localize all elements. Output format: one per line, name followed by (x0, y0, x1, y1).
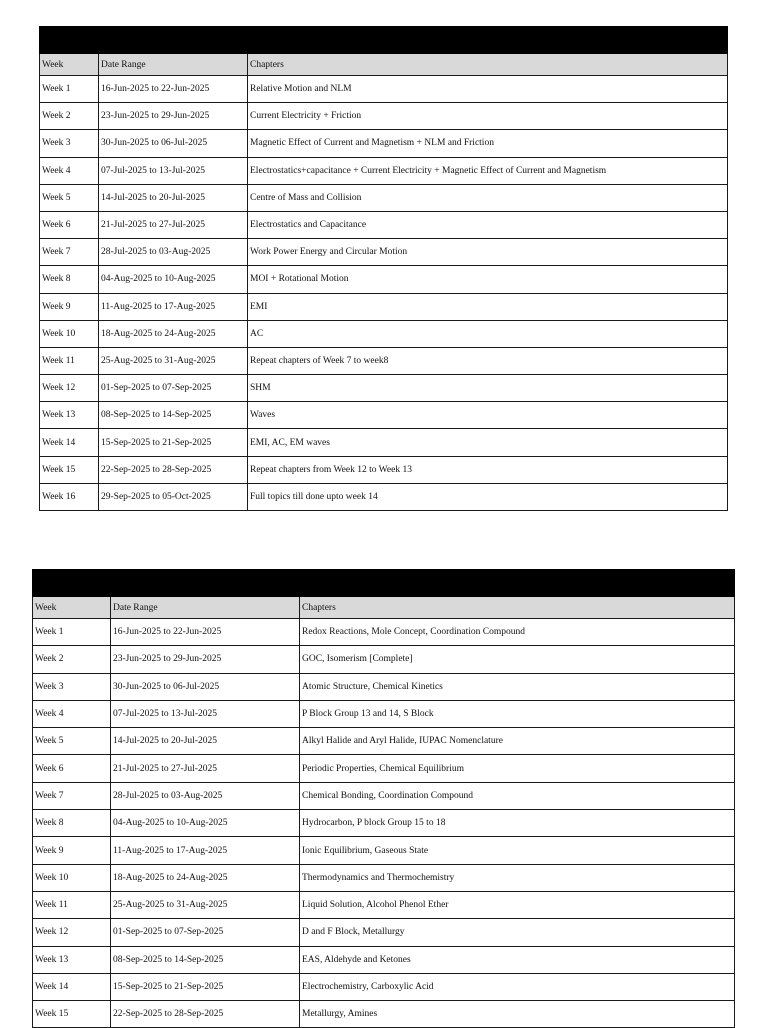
cell-date-range: 11-Aug-2025 to 17-Aug-2025 (99, 293, 248, 320)
cell-chapters: Atomic Structure, Chemical Kinetics (300, 673, 735, 700)
table-row (40, 211, 728, 238)
cell-chapters: EMI, AC, EM waves (248, 429, 728, 456)
cell-date-range: 22-Sep-2025 to 28-Sep-2025 (111, 1001, 300, 1028)
table-row (33, 864, 735, 891)
cell-week: Week 12 (40, 375, 99, 402)
cell-date-range: 28-Jul-2025 to 03-Aug-2025 (99, 239, 248, 266)
column-header-chapters: Chapters (300, 597, 735, 619)
table-row (40, 483, 728, 510)
cell-week: Week 7 (33, 782, 111, 809)
title-bar-cell (33, 570, 735, 597)
column-header-date-range: Date Range (111, 597, 300, 619)
cell-chapters: MOI + Rotational Motion (248, 266, 728, 293)
cell-week: Week 10 (40, 320, 99, 347)
cell-chapters: Electrostatics and Capacitance (248, 211, 728, 238)
column-header-chapters: Chapters (248, 54, 728, 76)
table-row (33, 810, 735, 837)
cell-chapters: Chemical Bonding, Coordination Compound (300, 782, 735, 809)
cell-date-range: 07-Jul-2025 to 13-Jul-2025 (99, 157, 248, 184)
cell-week: Week 15 (33, 1001, 111, 1028)
cell-chapters: Relative Motion and NLM (248, 76, 728, 103)
table-row (40, 184, 728, 211)
cell-week: Week 4 (33, 700, 111, 727)
cell-chapters: EMI (248, 293, 728, 320)
table-row (33, 755, 735, 782)
cell-week: Week 13 (40, 402, 99, 429)
cell-week: Week 2 (40, 103, 99, 130)
cell-chapters: D and F Block, Metallurgy (300, 919, 735, 946)
cell-chapters: Centre of Mass and Collision (248, 184, 728, 211)
table-row (33, 973, 735, 1000)
cell-date-range: 23-Jun-2025 to 29-Jun-2025 (99, 103, 248, 130)
cell-date-range: 11-Aug-2025 to 17-Aug-2025 (111, 837, 300, 864)
cell-date-range: 22-Sep-2025 to 28-Sep-2025 (99, 456, 248, 483)
cell-week: Week 3 (33, 673, 111, 700)
cell-week: Week 14 (33, 973, 111, 1000)
table-row (33, 837, 735, 864)
cell-chapters: Repeat chapters of Week 7 to week8 (248, 347, 728, 374)
table-row (33, 919, 735, 946)
table-header-row (33, 597, 735, 619)
cell-date-range: 01-Sep-2025 to 07-Sep-2025 (111, 919, 300, 946)
table-row (33, 700, 735, 727)
cell-chapters: Magnetic Effect of Current and Magnetism + NLM and Friction (248, 130, 728, 157)
column-header-date-range: Date Range (99, 54, 248, 76)
cell-chapters: Periodic Properties, Chemical Equilibrium (300, 755, 735, 782)
cell-week: Week 3 (40, 130, 99, 157)
table-row (40, 239, 728, 266)
cell-date-range: 08-Sep-2025 to 14-Sep-2025 (99, 402, 248, 429)
cell-chapters: GOC, Isomerism [Complete] (300, 646, 735, 673)
table-row (33, 673, 735, 700)
column-header-week: Week (40, 54, 99, 76)
cell-week: Week 11 (40, 347, 99, 374)
table-row (40, 76, 728, 103)
cell-week: Week 6 (33, 755, 111, 782)
schedule-table (32, 569, 735, 1028)
cell-week: Week 1 (40, 76, 99, 103)
cell-chapters: Work Power Energy and Circular Motion (248, 239, 728, 266)
cell-date-range: 18-Aug-2025 to 24-Aug-2025 (111, 864, 300, 891)
cell-date-range: 18-Aug-2025 to 24-Aug-2025 (99, 320, 248, 347)
cell-date-range: 30-Jun-2025 to 06-Jul-2025 (99, 130, 248, 157)
cell-week: Week 8 (40, 266, 99, 293)
cell-date-range: 21-Jul-2025 to 27-Jul-2025 (111, 755, 300, 782)
cell-week: Week 16 (40, 483, 99, 510)
cell-week: Week 4 (40, 157, 99, 184)
table-row (40, 293, 728, 320)
table-row (40, 320, 728, 347)
cell-chapters: Redox Reactions, Mole Concept, Coordination Compound (300, 619, 735, 646)
cell-chapters: Repeat chapters from Week 12 to Week 13 (248, 456, 728, 483)
schedule-table (39, 26, 728, 511)
cell-chapters: EAS, Aldehyde and Ketones (300, 946, 735, 973)
cell-week: Week 5 (33, 728, 111, 755)
table-row (33, 891, 735, 918)
table-row (40, 456, 728, 483)
cell-date-range: 25-Aug-2025 to 31-Aug-2025 (99, 347, 248, 374)
cell-date-range: 21-Jul-2025 to 27-Jul-2025 (99, 211, 248, 238)
table-row (33, 728, 735, 755)
cell-chapters: Current Electricity + Friction (248, 103, 728, 130)
table-row (40, 266, 728, 293)
table-row (40, 130, 728, 157)
cell-date-range: 07-Jul-2025 to 13-Jul-2025 (111, 700, 300, 727)
cell-chapters: Alkyl Halide and Aryl Halide, IUPAC Nomenclature (300, 728, 735, 755)
table-row (33, 619, 735, 646)
cell-week: Week 9 (33, 837, 111, 864)
cell-chapters: SHM (248, 375, 728, 402)
table-row (33, 782, 735, 809)
table-row (40, 157, 728, 184)
cell-date-range: 01-Sep-2025 to 07-Sep-2025 (99, 375, 248, 402)
table-row (40, 347, 728, 374)
table-title-bar (33, 570, 735, 597)
cell-week: Week 5 (40, 184, 99, 211)
cell-date-range: 29-Sep-2025 to 05-Oct-2025 (99, 483, 248, 510)
cell-date-range: 16-Jun-2025 to 22-Jun-2025 (99, 76, 248, 103)
cell-date-range: 04-Aug-2025 to 10-Aug-2025 (111, 810, 300, 837)
cell-date-range: 23-Jun-2025 to 29-Jun-2025 (111, 646, 300, 673)
cell-week: Week 2 (33, 646, 111, 673)
cell-week: Week 6 (40, 211, 99, 238)
cell-chapters: Hydrocarbon, P block Group 15 to 18 (300, 810, 735, 837)
title-bar-cell (40, 27, 728, 54)
cell-week: Week 1 (33, 619, 111, 646)
cell-chapters: Electrostatics+capacitance + Current Electricity + Magnetic Effect of Current and Magnetism (248, 157, 728, 184)
cell-chapters: Liquid Solution, Alcohol Phenol Ether (300, 891, 735, 918)
cell-week: Week 14 (40, 429, 99, 456)
cell-chapters: Thermodynamics and Thermochemistry (300, 864, 735, 891)
cell-date-range: 25-Aug-2025 to 31-Aug-2025 (111, 891, 300, 918)
cell-week: Week 12 (33, 919, 111, 946)
cell-chapters: Metallurgy, Amines (300, 1001, 735, 1028)
cell-chapters: Waves (248, 402, 728, 429)
cell-date-range: 14-Jul-2025 to 20-Jul-2025 (111, 728, 300, 755)
cell-date-range: 15-Sep-2025 to 21-Sep-2025 (111, 973, 300, 1000)
cell-date-range: 15-Sep-2025 to 21-Sep-2025 (99, 429, 248, 456)
column-header-week: Week (33, 597, 111, 619)
cell-week: Week 10 (33, 864, 111, 891)
cell-week: Week 7 (40, 239, 99, 266)
table-row (40, 375, 728, 402)
cell-chapters: AC (248, 320, 728, 347)
table-row (40, 429, 728, 456)
cell-date-range: 28-Jul-2025 to 03-Aug-2025 (111, 782, 300, 809)
table-row (33, 646, 735, 673)
table-header-row (40, 54, 728, 76)
cell-week: Week 15 (40, 456, 99, 483)
cell-date-range: 14-Jul-2025 to 20-Jul-2025 (99, 184, 248, 211)
cell-date-range: 30-Jun-2025 to 06-Jul-2025 (111, 673, 300, 700)
cell-week: Week 8 (33, 810, 111, 837)
table-row (33, 946, 735, 973)
cell-chapters: P Block Group 13 and 14, S Block (300, 700, 735, 727)
cell-chapters: Ionic Equilibrium, Gaseous State (300, 837, 735, 864)
cell-date-range: 16-Jun-2025 to 22-Jun-2025 (111, 619, 300, 646)
cell-date-range: 04-Aug-2025 to 10-Aug-2025 (99, 266, 248, 293)
cell-chapters: Electrochemistry, Carboxylic Acid (300, 973, 735, 1000)
cell-week: Week 11 (33, 891, 111, 918)
table-title-bar (40, 27, 728, 54)
cell-week: Week 13 (33, 946, 111, 973)
cell-week: Week 9 (40, 293, 99, 320)
table-row (40, 103, 728, 130)
table-row (40, 402, 728, 429)
cell-chapters: Full topics till done upto week 14 (248, 483, 728, 510)
cell-date-range: 08-Sep-2025 to 14-Sep-2025 (111, 946, 300, 973)
